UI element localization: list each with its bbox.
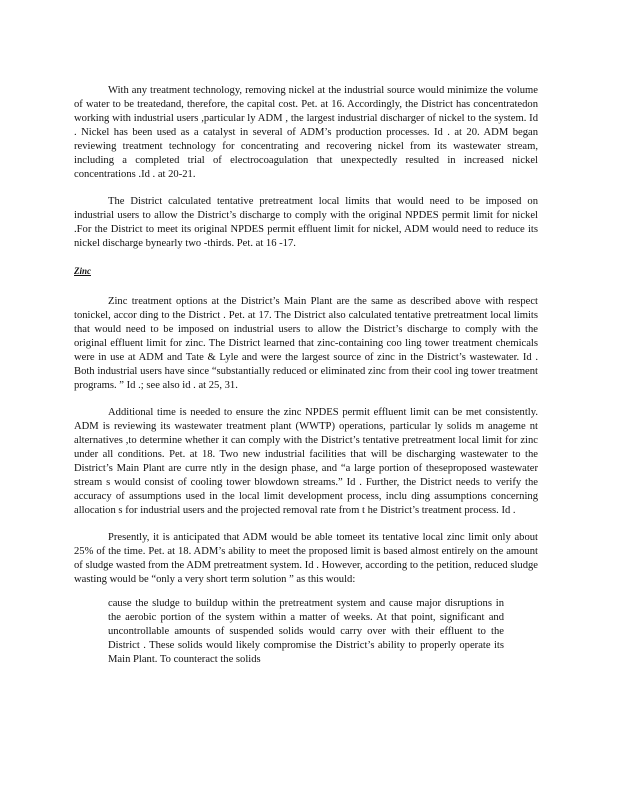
- paragraph-zinc-presently: Presently, it is anticipated that ADM would be able tomeet its tentative local zinc limit only about 25% of the time. Pet. at 18. ADM’s ability to meet the proposed limit is based almost entirely on the amount of sludge wasted from the ADM pretreatment system. Id . However, according to the petition, reduced sludge wasting would be “only a very short term solution ” as this would:: [74, 532, 538, 585]
- document-page: [74, 84, 538, 667]
- paragraph-nickel-source: With any treatment technology, removing nickel at the industrial source would minimize the volume of water to be treatedand, therefore, the capital cost. Pet. at 16. Accordingly, the District has concentratedon working with industrial users ,particular ly ADM , the largest industrial discharger of nickel to the system. Id . Nickel has been used as a catalyst in several of ADM’s production processes. Id . at 20. ADM began reviewing treatment technology for concentrating and recovering nickel from its wastewater stream, including a completed trial of electrocoagulation that unexpectedly resulted in increased nickel concentrations .Id . at 20-21.: [74, 85, 538, 180]
- paragraph-zinc-options: Zinc treatment options at the District’s Main Plant are the same as described above with respect tonickel, accor ding to the District . Pet. at 17. The District also calculated tentative pretreatment local limits that would need to be imposed on industrial users to allow the District’s discharge to comply with the original effluent limit for zinc. The District learned that zinc-containing coo ling tower treatment chemicals were in use at ADM and Tate & Lyle and were the largest source of zinc in the District’s wastewater. Id . Both industrial users have since “substantially reduced or eliminated zinc from their cool ing tower treatment programs. ” Id .; see also id . at 25, 31.: [74, 296, 538, 391]
- paragraph-nickel-limits: The District calculated tentative pretreatment local limits that would need to be imposed on industrial users to allow the District’s discharge to comply with the original NPDES permit limit for nickel .For the District to meet its original NPDES permit effluent limit for nickel, ADM would need to reduce its nickel discharge bynearly two -thirds. Pet. at 16 -17.: [74, 196, 538, 249]
- paragraph-zinc-additional-time: Additional time is needed to ensure the zinc NPDES permit effluent limit can be met consistently. ADM is reviewing its wastewater treatment plant (WWTP) operations, particular ly solids m anageme nt alternatives ,to determine whether it can comply with the District’s tentative pretreatment local limit for zinc under all conditions. Pet. at 18. Two new industrial facilities that will be discharging wastewater to the District’s Main Plant are curre ntly in the design phase, and “a large portion of theseproposed wastewater stream s would consist of cooling tower blowdown streams.” Id . Further, the District needs to verify the accuracy of assumptions used in the local limit development process, inclu ding assumptions concerning allocation s for industrial users and the projected removal rate from t he District’s treatment process. Id .: [74, 407, 538, 516]
- block-quote: cause the sludge to buildup within the pretreatment system and cause major disruptions in the aerobic portion of the system within a matter of weeks. At that point, significant and uncontrollable amounts of suspended solids would carry over with their effluent to the District . These solids would likely compromise the District’s ability to properly operate its Main Plant. To counteract the solids: [108, 598, 504, 665]
- section-heading-zinc: Zinc: [74, 266, 91, 276]
